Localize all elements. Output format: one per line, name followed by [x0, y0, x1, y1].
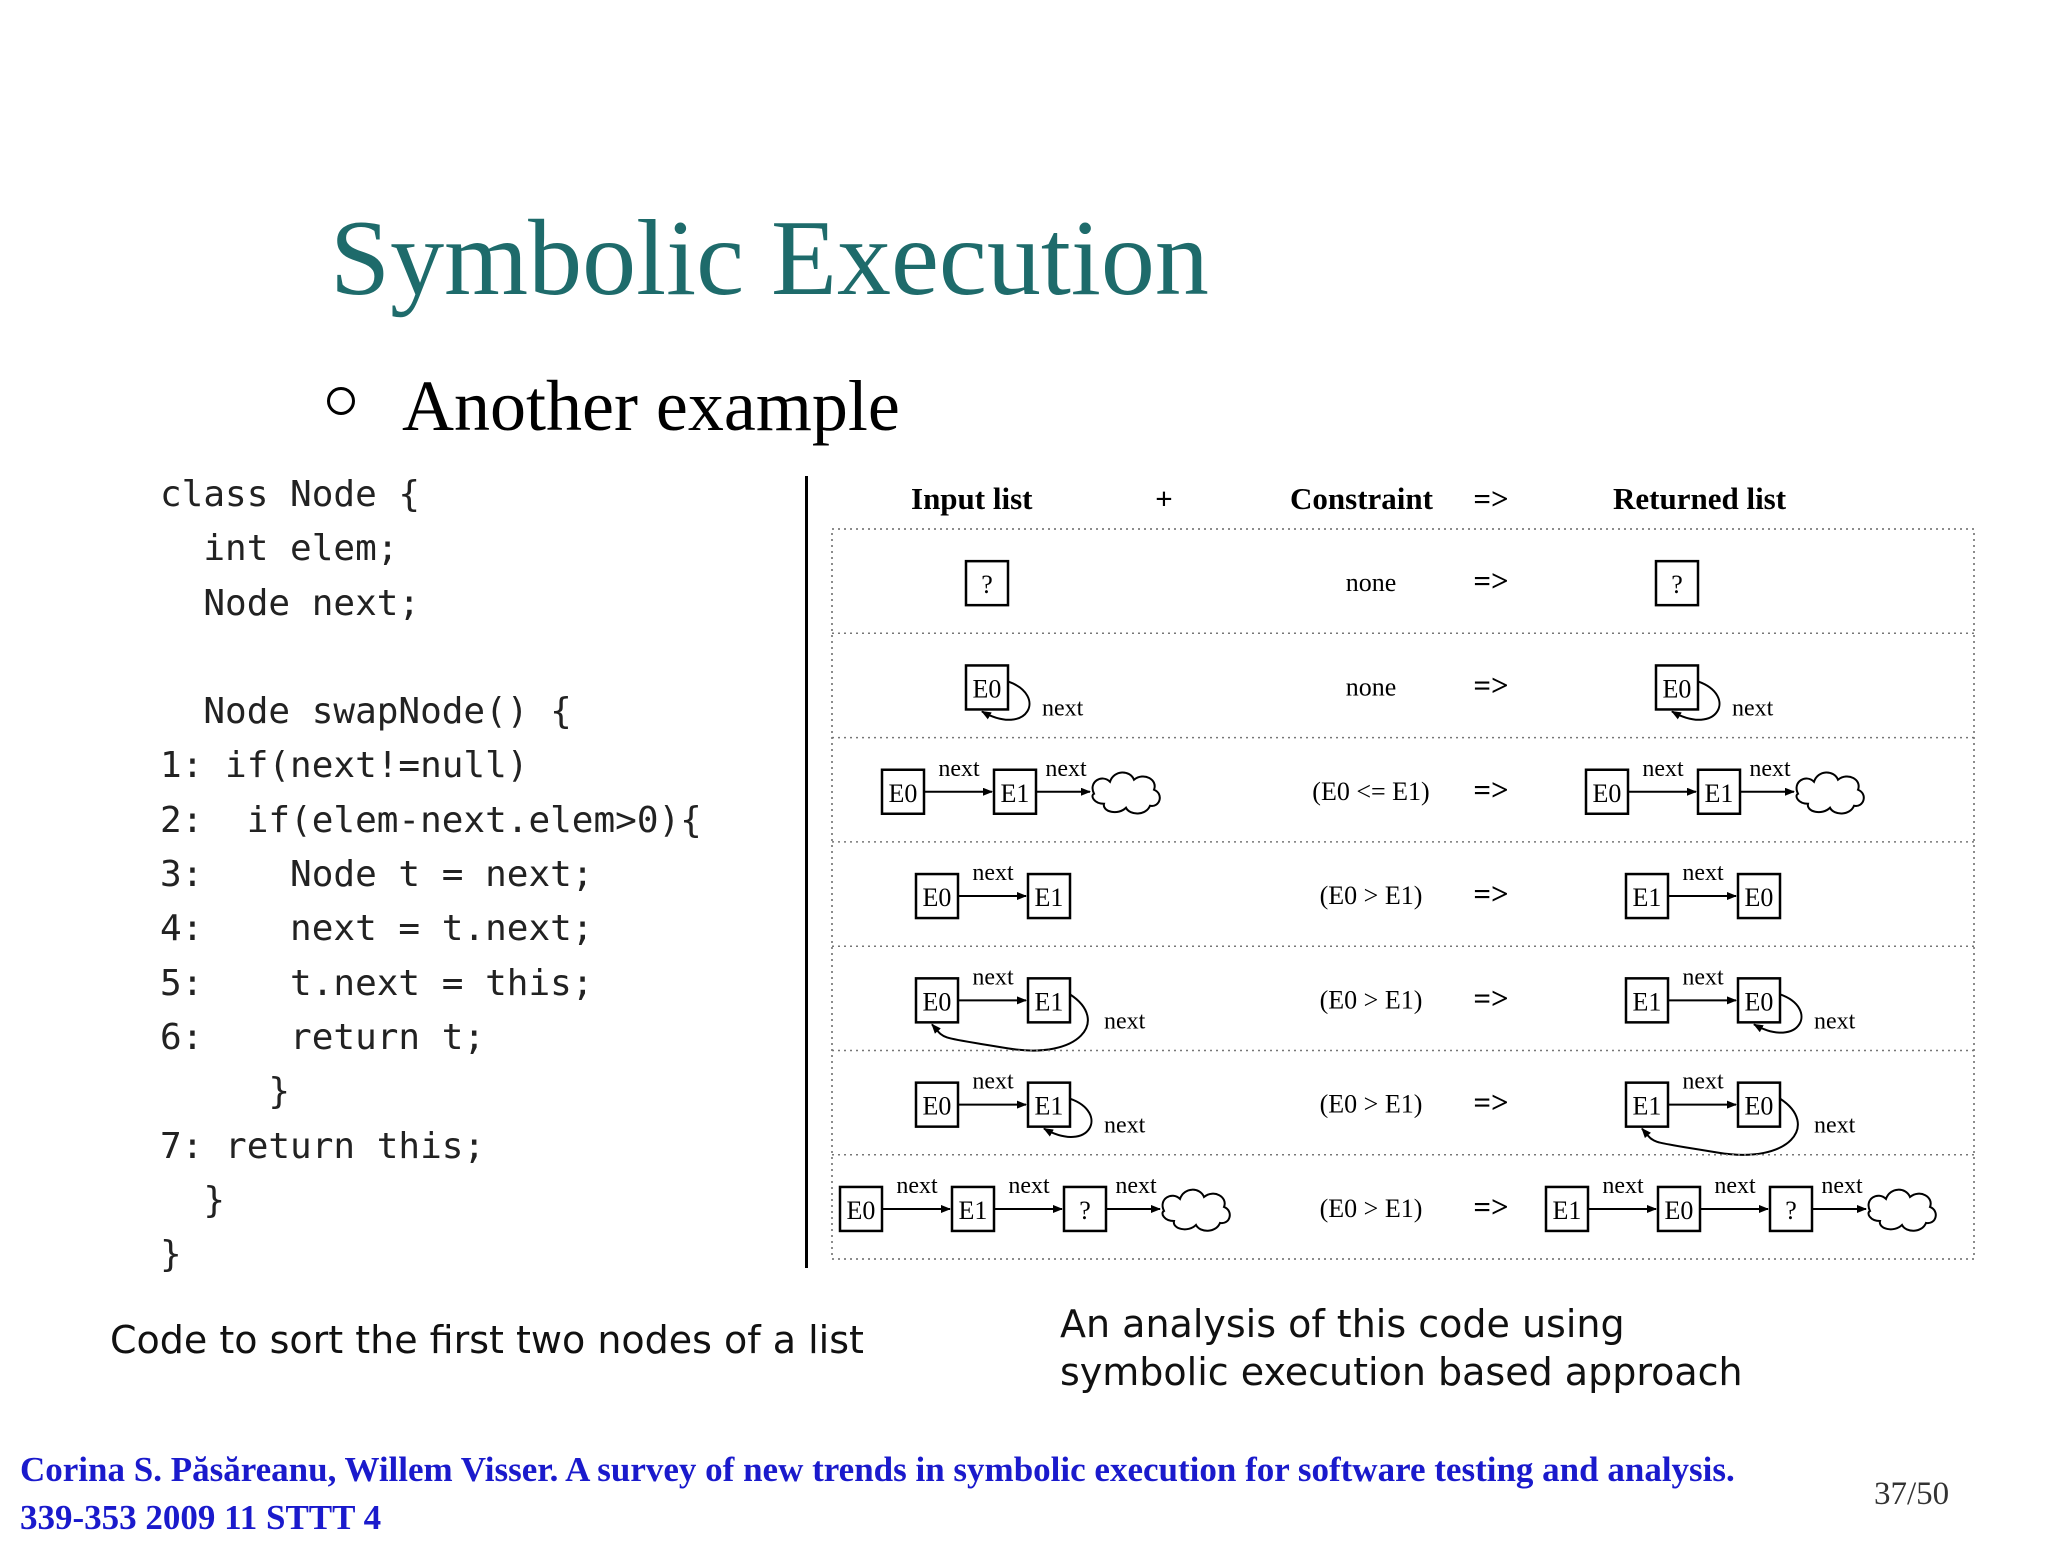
implies-arrow: => [1473, 876, 1509, 912]
node-label: E1 [958, 1195, 988, 1225]
edge-label: next [896, 1172, 938, 1199]
node-label: E0 [846, 1195, 876, 1225]
node-label: ? [1079, 1195, 1091, 1225]
header-arrow: => [1473, 481, 1509, 516]
implies-arrow: => [1473, 563, 1509, 599]
table-row [832, 738, 1974, 814]
vertical-divider [805, 476, 808, 1268]
node-label: E0 [922, 883, 952, 913]
node-label: E1 [1704, 778, 1734, 808]
edge-label: next [1104, 1112, 1146, 1139]
edge-label: next [1732, 695, 1774, 722]
node-label: E1 [1034, 883, 1064, 913]
code-line: 1: if(next!=null) [160, 745, 529, 787]
code-line: 4: next = t.next; [160, 908, 594, 950]
edge-label: next [1714, 1172, 1756, 1199]
node-label: E1 [1034, 1091, 1064, 1121]
edge-label: next [1008, 1172, 1050, 1199]
cloud-icon [1162, 1190, 1229, 1231]
node-label: E0 [1744, 987, 1774, 1017]
implies-arrow: => [1473, 980, 1509, 1016]
page-number: 37/50 [1874, 1476, 1950, 1512]
edge-label: next [938, 755, 980, 782]
edge-label: next [1602, 1172, 1644, 1199]
constraint-text: (E0 > E1) [1319, 1089, 1423, 1119]
table-row [832, 1155, 1974, 1231]
edge-label: next [972, 964, 1014, 991]
code-line: } [160, 1179, 226, 1221]
citation-line2: 339-353 2009 11 STTT 4 [20, 1498, 382, 1537]
edge-label: next [1821, 1172, 1863, 1199]
header-plus: + [1155, 481, 1173, 516]
constraint-text: (E0 > E1) [1319, 985, 1423, 1015]
node-label: E0 [1744, 883, 1774, 913]
implies-arrow: => [1473, 667, 1509, 703]
edge-label: next [1749, 755, 1791, 782]
code-line: } [160, 1234, 182, 1276]
node-label: E1 [1000, 778, 1030, 808]
node-label: E1 [1632, 883, 1662, 913]
edge-label: next [1682, 964, 1724, 991]
header-input-list: Input list [911, 481, 1033, 516]
node-label: E0 [922, 987, 952, 1017]
code-line: 6: return t; [160, 1016, 486, 1058]
node-label: ? [1671, 570, 1683, 600]
node-label: ? [981, 570, 993, 600]
node-label: E0 [972, 674, 1002, 704]
node-label: E0 [1592, 778, 1622, 808]
node-label: E0 [1664, 1195, 1694, 1225]
citation-line1: Corina S. Păsăreanu, Willem Visser. A survey of new trends in symbolic execution for software testing and analysis. [20, 1450, 1735, 1489]
edge-label: next [1104, 1008, 1146, 1035]
edge-label: next [972, 860, 1014, 887]
implies-arrow: => [1473, 1188, 1509, 1224]
bullet-text: Another example [402, 366, 900, 446]
symbolic-execution-table [826, 470, 1986, 1270]
cloud-icon [1092, 772, 1159, 813]
table-row [832, 946, 1974, 1050]
node-label: ? [1785, 1195, 1797, 1225]
code-line: Node swapNode() { [160, 691, 572, 733]
edge-label: next [1045, 755, 1087, 782]
code-line: class Node { [160, 474, 421, 515]
constraint-text: (E0 <= E1) [1312, 776, 1430, 806]
edge-label: next [1642, 755, 1684, 782]
table-row [832, 633, 1974, 721]
table-row [966, 561, 1698, 605]
table-row [832, 842, 1974, 918]
code-line: Node next; [160, 582, 421, 624]
implies-arrow: => [1473, 771, 1509, 807]
citation [20, 1446, 1735, 1542]
constraint-text: none [1345, 672, 1397, 702]
slide-title: Symbolic Execution [330, 199, 1209, 318]
caption-right-line1: An analysis of this code using [1060, 1302, 1625, 1346]
cloud-icon [1868, 1190, 1935, 1231]
node-label: E0 [1662, 674, 1692, 704]
constraint-text: (E0 > E1) [1319, 881, 1423, 911]
edge-label: next [1115, 1172, 1157, 1199]
code-line: 5: t.next = this; [160, 962, 594, 1004]
edge-label: next [1814, 1008, 1856, 1035]
code-line: 7: return this; [160, 1125, 486, 1167]
edge-label: next [1682, 860, 1724, 887]
code-line: } [160, 1071, 291, 1113]
edge-label: next [1682, 1068, 1724, 1095]
constraint-text: none [1345, 568, 1397, 598]
node-label: E1 [1034, 987, 1064, 1017]
implies-arrow: => [1473, 1084, 1509, 1120]
table-row [832, 1051, 1974, 1155]
node-label: E0 [1744, 1091, 1774, 1121]
code-line: int elem; [160, 528, 399, 570]
constraint-text: (E0 > E1) [1319, 1193, 1423, 1223]
code-block [160, 468, 702, 1282]
edge-label: next [972, 1068, 1014, 1095]
hollow-circle-bullet-icon [327, 387, 355, 415]
caption-right-line2: symbolic execution based approach [1060, 1350, 1743, 1394]
header-returned-list: Returned list [1613, 481, 1787, 516]
code-line: 3: Node t = next; [160, 854, 594, 896]
node-label: E1 [1632, 1091, 1662, 1121]
caption-left: Code to sort the first two nodes of a list [110, 1318, 864, 1362]
header-constraint: Constraint [1290, 481, 1433, 516]
code-line: 2: if(elem-next.elem>0){ [160, 799, 702, 841]
cloud-icon [1796, 772, 1863, 813]
code-line [160, 631, 702, 685]
edge-label: next [1042, 695, 1084, 722]
node-label: E1 [1632, 987, 1662, 1017]
node-label: E0 [922, 1091, 952, 1121]
edge-label: next [1814, 1112, 1856, 1139]
node-label: E0 [888, 778, 918, 808]
node-label: E1 [1552, 1195, 1582, 1225]
